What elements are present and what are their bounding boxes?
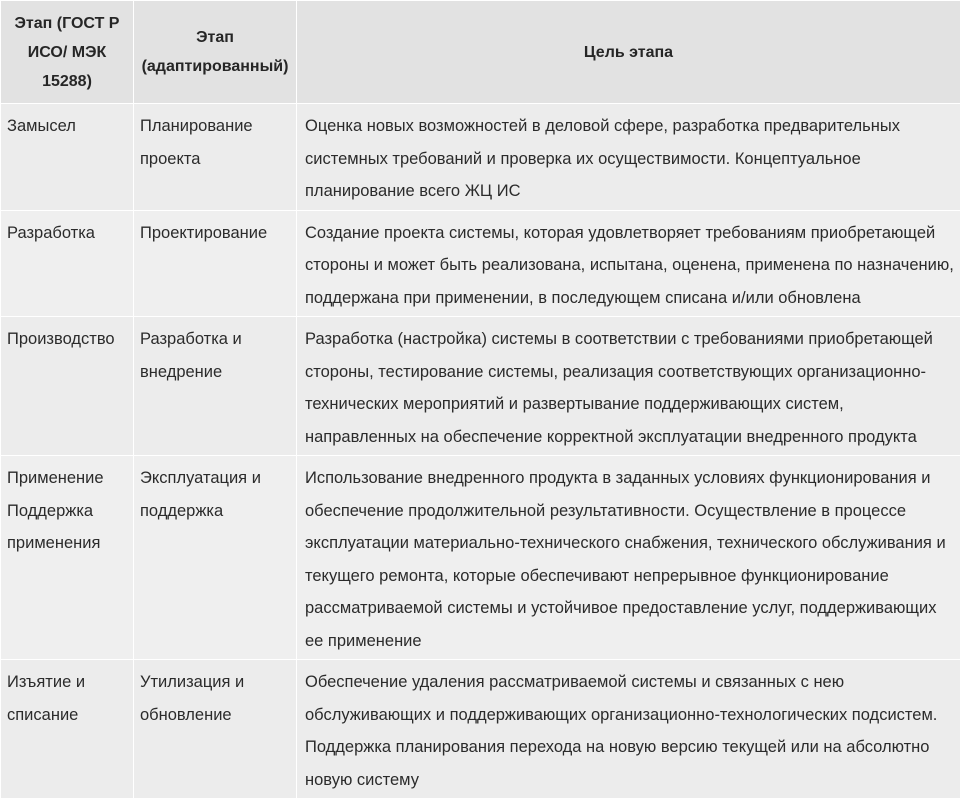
cell-stage-goal: Обеспечение удаления рассматриваемой системы и связанных с нею обслуживающих и поддерживающих организационно-технологических подсистем. Поддержка планирования перехода на новую версию текущей или на абсолютно новую систему	[297, 660, 961, 799]
header-stage-gost: Этап (ГОСТ Р ИСО/ МЭК 15288)	[1, 1, 134, 104]
table-row	[1, 210, 961, 317]
cell-stage-gost: Производство	[1, 317, 134, 456]
cell-stage-goal: Создание проекта системы, которая удовлетворяет требованиям приобретающей стороны и может быть реализована, испытана, оценена, применена по назначению, поддержана при применении, в последующем списана и/или обновлена	[297, 210, 961, 317]
table-row	[1, 317, 961, 456]
cell-stage-gost: Изъятие и списание	[1, 660, 134, 799]
cell-stage-adapted: Проектирование	[134, 210, 297, 317]
table-row	[1, 104, 961, 211]
table-row	[1, 456, 961, 660]
table-row	[1, 660, 961, 799]
cell-stage-adapted: Эксплуатация и поддержка	[134, 456, 297, 660]
cell-stage-goal: Разработка (настройка) системы в соответствии с требованиями приобретающей стороны, тестирование системы, реализация соответствующих организационно-технических мероприятий и развертывание поддерживающих систем, направленных на обеспечение корректной эксплуатации внедренного продукта	[297, 317, 961, 456]
cell-stage-adapted: Утилизация и обновление	[134, 660, 297, 799]
cell-stage-adapted: Разработка и внедрение	[134, 317, 297, 456]
header-stage-adapted: Этап (адаптированный)	[134, 1, 297, 104]
header-stage-goal: Цель этапа	[297, 1, 961, 104]
cell-stage-gost: Разработка	[1, 210, 134, 317]
table-header-row	[1, 1, 961, 104]
cell-stage-adapted: Планирование проекта	[134, 104, 297, 211]
cell-stage-gost: Применение Поддержка применения	[1, 456, 134, 660]
cell-stage-goal: Оценка новых возможностей в деловой сфере, разработка предварительных системных требований и проверка их осуществимости. Концептуальное планирование всего ЖЦ ИС	[297, 104, 961, 211]
cell-stage-gost: Замысел	[1, 104, 134, 211]
cell-stage-goal: Использование внедренного продукта в заданных условиях функционирования и обеспечение продолжительной результативности. Осуществление в процессе эксплуатации материально-технического снабжения, технического обслуживания и текущего ремонта, которые обеспечивают непрерывное функционирование рассматриваемой системы и устойчивое предоставление услуг, поддерживающих ее применение	[297, 456, 961, 660]
